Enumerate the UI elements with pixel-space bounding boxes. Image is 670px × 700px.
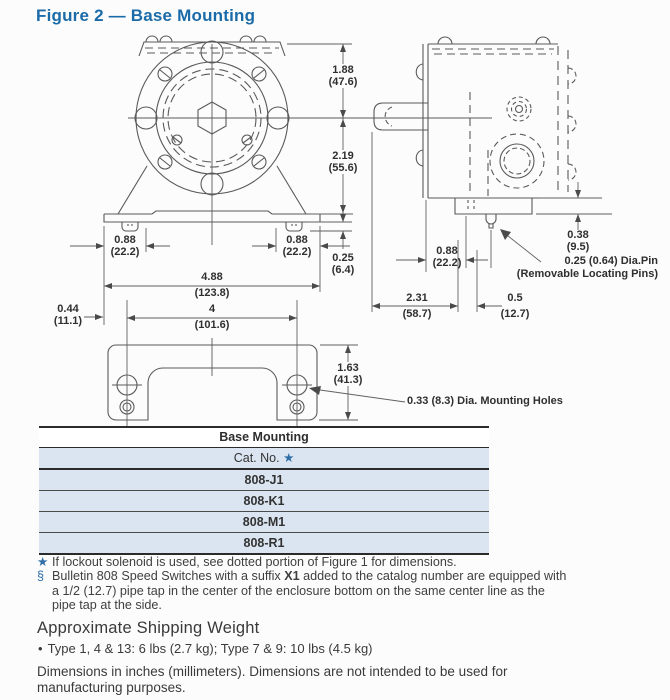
- dim-4-label: 4 (101.6): [194, 303, 230, 331]
- dim-2-19-label: 2.19 (55.6): [321, 150, 365, 174]
- table-column-header: Cat. No. ★: [39, 448, 489, 470]
- shipping-weight-heading: Approximate Shipping Weight: [37, 619, 260, 637]
- front-view: [104, 36, 320, 245]
- footnotes: [37, 555, 569, 613]
- table-row: 808-M1: [39, 512, 489, 533]
- star-footnote-icon: ★: [37, 555, 49, 569]
- dim-0-38-label: 0.38 (9.5): [566, 229, 590, 253]
- side-view: [374, 37, 576, 228]
- table-row: 808-J1: [39, 470, 489, 491]
- table-title: Base Mounting: [39, 428, 489, 448]
- table-row: 808-R1: [39, 533, 489, 553]
- dim-0-88-side-label: 0.88 (22.2): [432, 245, 462, 269]
- dim-0-88-left-label: 0.88 (22.2): [110, 234, 140, 258]
- footnote-star: ★ If lockout solenoid is used, see dotted portion of Figure 1 for dimensions.: [37, 555, 457, 569]
- dim-1-63-label: 1.63 (41.3): [326, 362, 370, 386]
- dimensions-disclaimer: Dimensions in inches (millimeters). Dimensions are not intended to be used for manufacturing purposes.: [37, 664, 508, 695]
- pin-callout: 0.25 (0.64) Dia.Pin (Removable Locating Pins): [516, 255, 658, 280]
- bottom-base-plate-view: [108, 338, 317, 420]
- page-title: Figure 2 — Base Mounting: [36, 6, 256, 25]
- mounting-holes-callout: 0.33 (8.3) Dia. Mounting Holes: [407, 395, 563, 407]
- shipping-weight-item: • Type 1, 4 & 13: 6 lbs (2.7 kg); Type 7 & 9: 10 lbs (4.5 kg): [38, 641, 373, 656]
- dim-0-25-label: 0.25 (6.4): [331, 252, 355, 276]
- table-row: 808-K1: [39, 491, 489, 512]
- footnote-section: § Bulletin 808 Speed Switches with a suffix X1 added to the catalog number are equipped with a 1/2 (12.7) pipe tap in the center of the enclosure bottom on the same center line as the pipe tap at the side.: [37, 569, 567, 613]
- bullet-icon: •: [38, 641, 43, 656]
- dim-4-88-label: 4.88 (123.8): [194, 271, 230, 299]
- star-footnote-icon: ★: [283, 451, 295, 465]
- base-mounting-table: [39, 426, 489, 555]
- dim-0-44-label: 0.44 (11.1): [53, 303, 83, 327]
- section-footnote-icon: §: [37, 569, 45, 584]
- dim-2-31-label: 2.31 (58.7): [402, 292, 432, 320]
- dim-0-5-label: 0.5 (12.7): [500, 292, 530, 320]
- dim-0-88-right-label: 0.88 (22.2): [282, 234, 312, 258]
- dim-1-88-label: 1.88 (47.6): [321, 64, 365, 88]
